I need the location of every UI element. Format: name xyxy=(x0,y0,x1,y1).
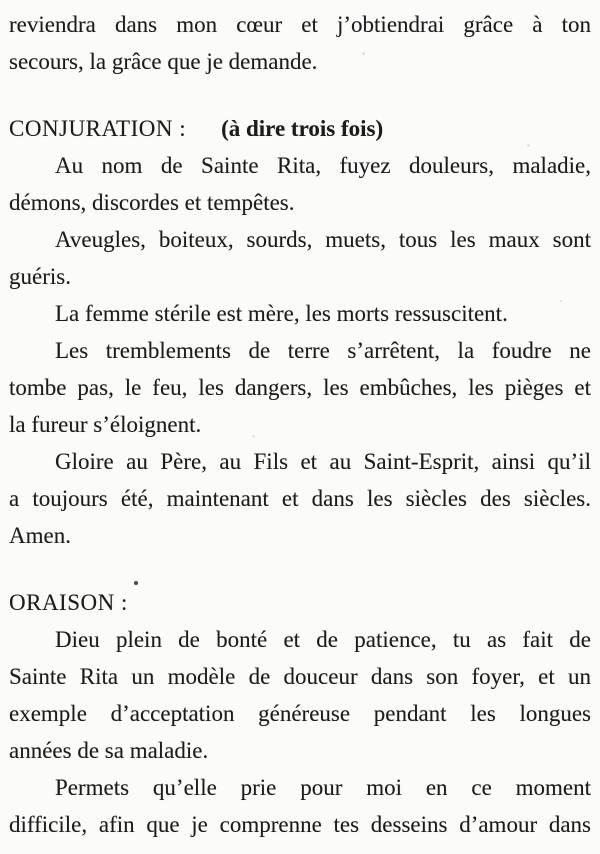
text-line: tombe pas, le feu, les dangers, les embûches, les pièges et xyxy=(9,375,591,400)
text-line: Au nom de Sainte Rita, fuyez douleurs, maladie, xyxy=(55,153,591,178)
section-heading xyxy=(9,584,591,621)
text-line: difficile, afin que je comprenne tes desseins d’amour dans xyxy=(9,812,591,837)
paragraph xyxy=(9,443,591,554)
paragraph xyxy=(9,332,591,443)
text-line: démons, discordes et tempêtes. xyxy=(9,190,295,215)
section-heading-note: (à dire trois fois) xyxy=(221,116,384,141)
text-line: Dieu plein de bonté et de patience, tu as fait de xyxy=(55,627,591,652)
page-content xyxy=(9,6,591,843)
text-line: a toujours été, maintenant et dans les siècles des siècles. xyxy=(9,486,591,511)
paragraph xyxy=(9,769,591,843)
paragraph xyxy=(9,147,591,221)
text-line: secours, la grâce que je demande. xyxy=(9,49,318,74)
section-heading-label: CONJURATION : xyxy=(9,116,187,141)
paragraph xyxy=(9,621,591,769)
paragraph xyxy=(9,6,591,80)
text-line: Sainte Rita un modèle de douceur dans son foyer, et un xyxy=(9,664,591,689)
text-line: Aveugles, boiteux, sourds, muets, tous les maux sont xyxy=(55,227,591,252)
text-line: Permets qu’elle prie pour moi en ce moment xyxy=(55,775,591,800)
paragraph xyxy=(9,221,591,295)
text-line: La femme stérile est mère, les morts ressuscitent. xyxy=(55,301,508,326)
text-line: Gloire au Père, au Fils et au Saint-Esprit, ainsi qu’il xyxy=(55,449,591,474)
section-heading xyxy=(9,110,591,147)
text-line: exemple d’acceptation généreuse pendant les longues xyxy=(9,701,591,726)
text-line: reviendra dans mon cœur et j’obtiendrai grâce à ton xyxy=(9,12,591,37)
text-line: guéris. xyxy=(9,264,71,289)
text-line: années de sa maladie. xyxy=(9,738,209,763)
section-heading-label: ORAISON : xyxy=(9,590,128,615)
text-line: Amen. xyxy=(9,523,71,548)
text-line: Les tremblements de terre s’arrêtent, la foudre ne xyxy=(55,338,591,363)
paragraph xyxy=(9,295,591,332)
text-line: la fureur s’éloignent. xyxy=(9,412,202,437)
